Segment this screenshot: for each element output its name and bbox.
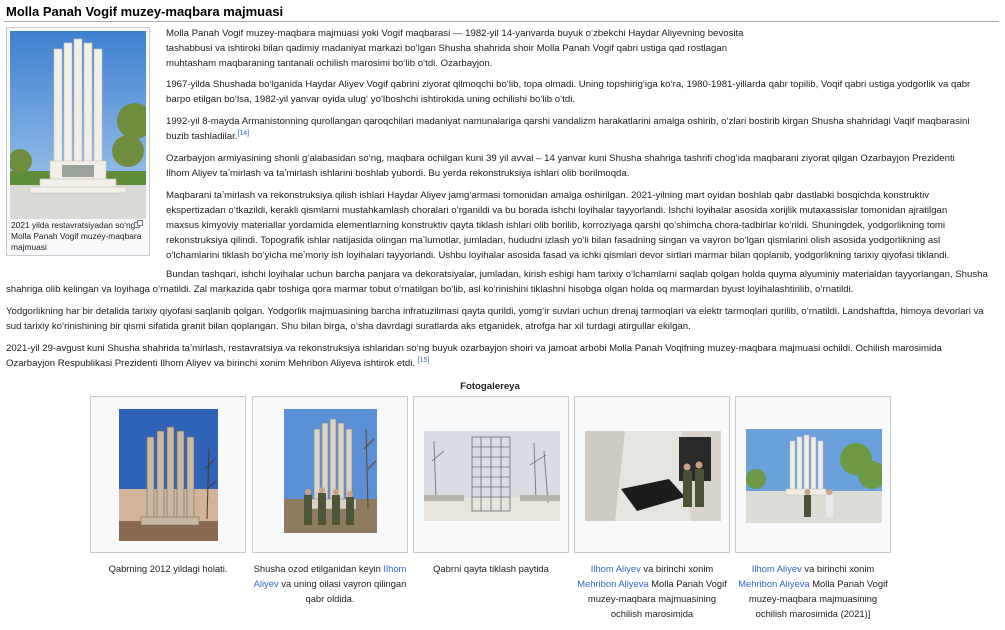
paragraph-2: 1967-yilda Shushada boʻlganida Haydar Aliyev Vogif qabrini ziyorat qilmoqchi boʻlib, topa olmadi. Uning topshirigʻiga koʻra, 1980-1981-yillarda qabr topilib, Voqif qabri ustiga yodgorlik va qabr barpo etilgan boʻlsa, 1982-yil yanvar oyida ulugʻ yoʻlboshchi ishtirokida uning ochilishi boʻlib oʻtdi. xyxy=(166,79,971,105)
reference-15[interactable]: [15] xyxy=(417,356,430,364)
gallery-photo-3[interactable] xyxy=(424,431,560,521)
gallery-photo-4[interactable] xyxy=(585,431,721,521)
gallery-caption-4: Ilhom Aliyev va birinchi xonim Mehribon Aliyeva Molla Panah Vogif muzey-maqbara majmuasining ochilish marosimida xyxy=(577,563,727,619)
magnify-icon[interactable] xyxy=(134,220,143,228)
gallery-item-5 xyxy=(735,396,891,553)
paragraph-1: Molla Panah Vogif muzey-maqbara majmuasi yoki Vogif maqbarasi — 1982-yil 14-yanvarda buyuk oʻzbekchi Haydar Aliyevning bevosita tashabbusi va ishtiroki bilan qadimiy madaniyat markazi boʻlgan Shusha shahrida shoir Molla Panah Vogif qabri ustiga qad rostlagan muhtasham maqbaraning tantanali ochilish marosimi boʻlib oʻtdi. Ozarbayjon. xyxy=(166,28,744,69)
link-ilhom-aliyev[interactable]: Ilhom Aliyev xyxy=(751,563,802,574)
gallery-title: Fotogalereya xyxy=(460,381,520,392)
reference-14[interactable]: [14] xyxy=(237,129,250,137)
gallery-caption-3: Qabrni qayta tiklash paytida xyxy=(433,563,549,574)
link-ilhom-aliyev[interactable]: Ilhom Aliyev xyxy=(590,563,641,574)
gallery-photo-2[interactable] xyxy=(284,409,377,533)
gallery-caption-5: Ilhom Aliyev va birinchi xonim Mehribon Aliyeva Molla Panah Vogif muzey-maqbara majmuasining ochilish marosimida (2021)] xyxy=(738,563,888,619)
thumbnail-figure xyxy=(6,27,150,256)
section-heading: Molla Panah Vogif muzey-maqbara majmuasi xyxy=(6,4,284,19)
gallery-item-1 xyxy=(90,396,246,553)
link-mehribon-aliyeva[interactable]: Mehribon Aliyeva xyxy=(577,578,649,589)
gallery-photo-5[interactable] xyxy=(746,429,882,523)
link-ilhom-aliyev[interactable]: Ilhom Aliyev xyxy=(253,563,407,589)
paragraph-4: Ozarbayjon armiyasining shonli gʻalabasidan soʻng, maqbara ochilgan kuni 39 yil avval – 14 yanvar kuni Shusha shahriga tashrifi chogʻida maqbarani ziyorat qilgan Ozarbayjon Prezidenti Ilhom Aliyev taʼmirlash va taʼmirlash ishlarini boshlab yubordi. Bu yerda rekonstruksiya ishlari olib borilmoqda. xyxy=(166,153,955,179)
gallery-item-4 xyxy=(574,396,730,553)
gallery-item-2 xyxy=(252,396,408,553)
thumbnail-caption: 2021 yilda restavratsiyadan so‘ng Molla Panah Vogif muzey-maqbara majmuasi xyxy=(11,220,142,252)
gallery-caption-2: Shusha ozod etilganidan keyin Ilhom Aliyev va uning oilasi vayron qilingan qabr oldida. xyxy=(253,563,407,604)
mausoleum-photo[interactable] xyxy=(10,31,146,219)
heading-rule xyxy=(4,21,999,22)
gallery-photo-1[interactable] xyxy=(119,409,218,541)
paragraph-6: Bundan tashqari, ishchi loyihalar uchun barcha panjara va dekoratsiyalar, jumladan, kirish eshigi ham tarixiy oʻlchamlarni saqlab qolgan holda quyma alyuminiy materialdan tayyorlangan, Shusha shahriga olib kelingan va loyihaga oʻrnatildi. Zal markazida qabr toshiga qora marmar tobut oʻrnatilgan boʻlib, asl koʻrinishini tiklashni hisobga olgan holda oq marmardan byust loyihalashtirilib, oʻrnatildi. xyxy=(6,269,988,295)
paragraph-7: Yodgorlikning har bir detalida tarixiy qiyofasi saqlanib qolgan. Yodgorlik majmuasining barcha infratuzilmasi qayta qurildi, yomgʻir suvlari uchun drenaj tarmoqlari va elektr tarmoqlari qurilib, oʻrnatildi. Landshaftda, himoya devorlari va sud tarixiy koʻrinishining bir qismi sifatida granit bilan qoplangan. Shu bilan birga, oʻsha davrdagi suratlarda aks etganidek, atrofga har xil turdagi atirgullar ekilgan. xyxy=(6,306,984,332)
paragraph-8: 2021-yil 29-avgust kuni Shusha shahrida taʼmirlash, restavratsiya va rekonstruksiya ishlaridan soʻng buyuk ozarbayjon shoiri va jamoat arbobi Molla Panah Voqifning muzey-maqbara majmuasi ochildi. Ochilish marosimida Ozarbayjon Respublikasi Prezidenti Ilhom Aliyev va birinchi xonim Mehribon Aliyeva ishtirok etdi. [15] xyxy=(6,343,942,369)
gallery-caption-1: Qabrning 2012 yildagi holati. xyxy=(108,563,228,574)
gallery-item-3 xyxy=(413,396,569,553)
paragraph-5: Maqbarani taʼmirlash va rekonstruksiya qilish ishlari Haydar Aliyev jamgʻarmasi tomonidan amalga oshirilgan. 2021-yilning mart oyidan boshlab qabr dastlabki bosqichda konstruktiv ekspertizadan oʻtkazildi, kerakli qismlarni mustahkamlash choralari oʻrganildi va bu borada ishchi loyihalar tayyorlandi. Ishchi loyihalar asosida xorijlik mutaxassislar tomonidan ajratilgan maxsus kimyoviy materiallar yordamida elementlarning konstruktiv qayta tiklash ishlari olib borilib, korroziyaga qarshi qoʻshimcha chora-tadbirlar koʻrildi. Shuningdek, yodgorlikning tomi rekonstruksiya qilindi. Topografik ishlar natijasida olingan maʼlumotlar, jumladan, hududni izlash yoʻli bilan fasadning singan va vayron boʻlgan qismlarini olish asosida yodgorlikning asl oʻlchamlarini tiklash boʻyicha meʼmoriy ish loyihalari tayyorlandi. Ushbu loyihalar asosida fasad va ichki qismlari devor sirtlari marmar bilan qoplanib, yodgorlikning tarixiy qiyofasi tiklandi. xyxy=(166,190,950,261)
paragraph-3: 1992-yil 8-mayda Armanistonning qurollangan qaroqchilari madaniyat namunalariga qarshi vandalizm harakatlarini amalga oshirib, oʻzlari bostirib kirgan Shusha shahridagi Vaqif maqbarasini buzib tashladilar.[14] xyxy=(166,116,970,142)
link-mehribon-aliyeva[interactable]: Mehribon Aliyeva xyxy=(738,578,810,589)
